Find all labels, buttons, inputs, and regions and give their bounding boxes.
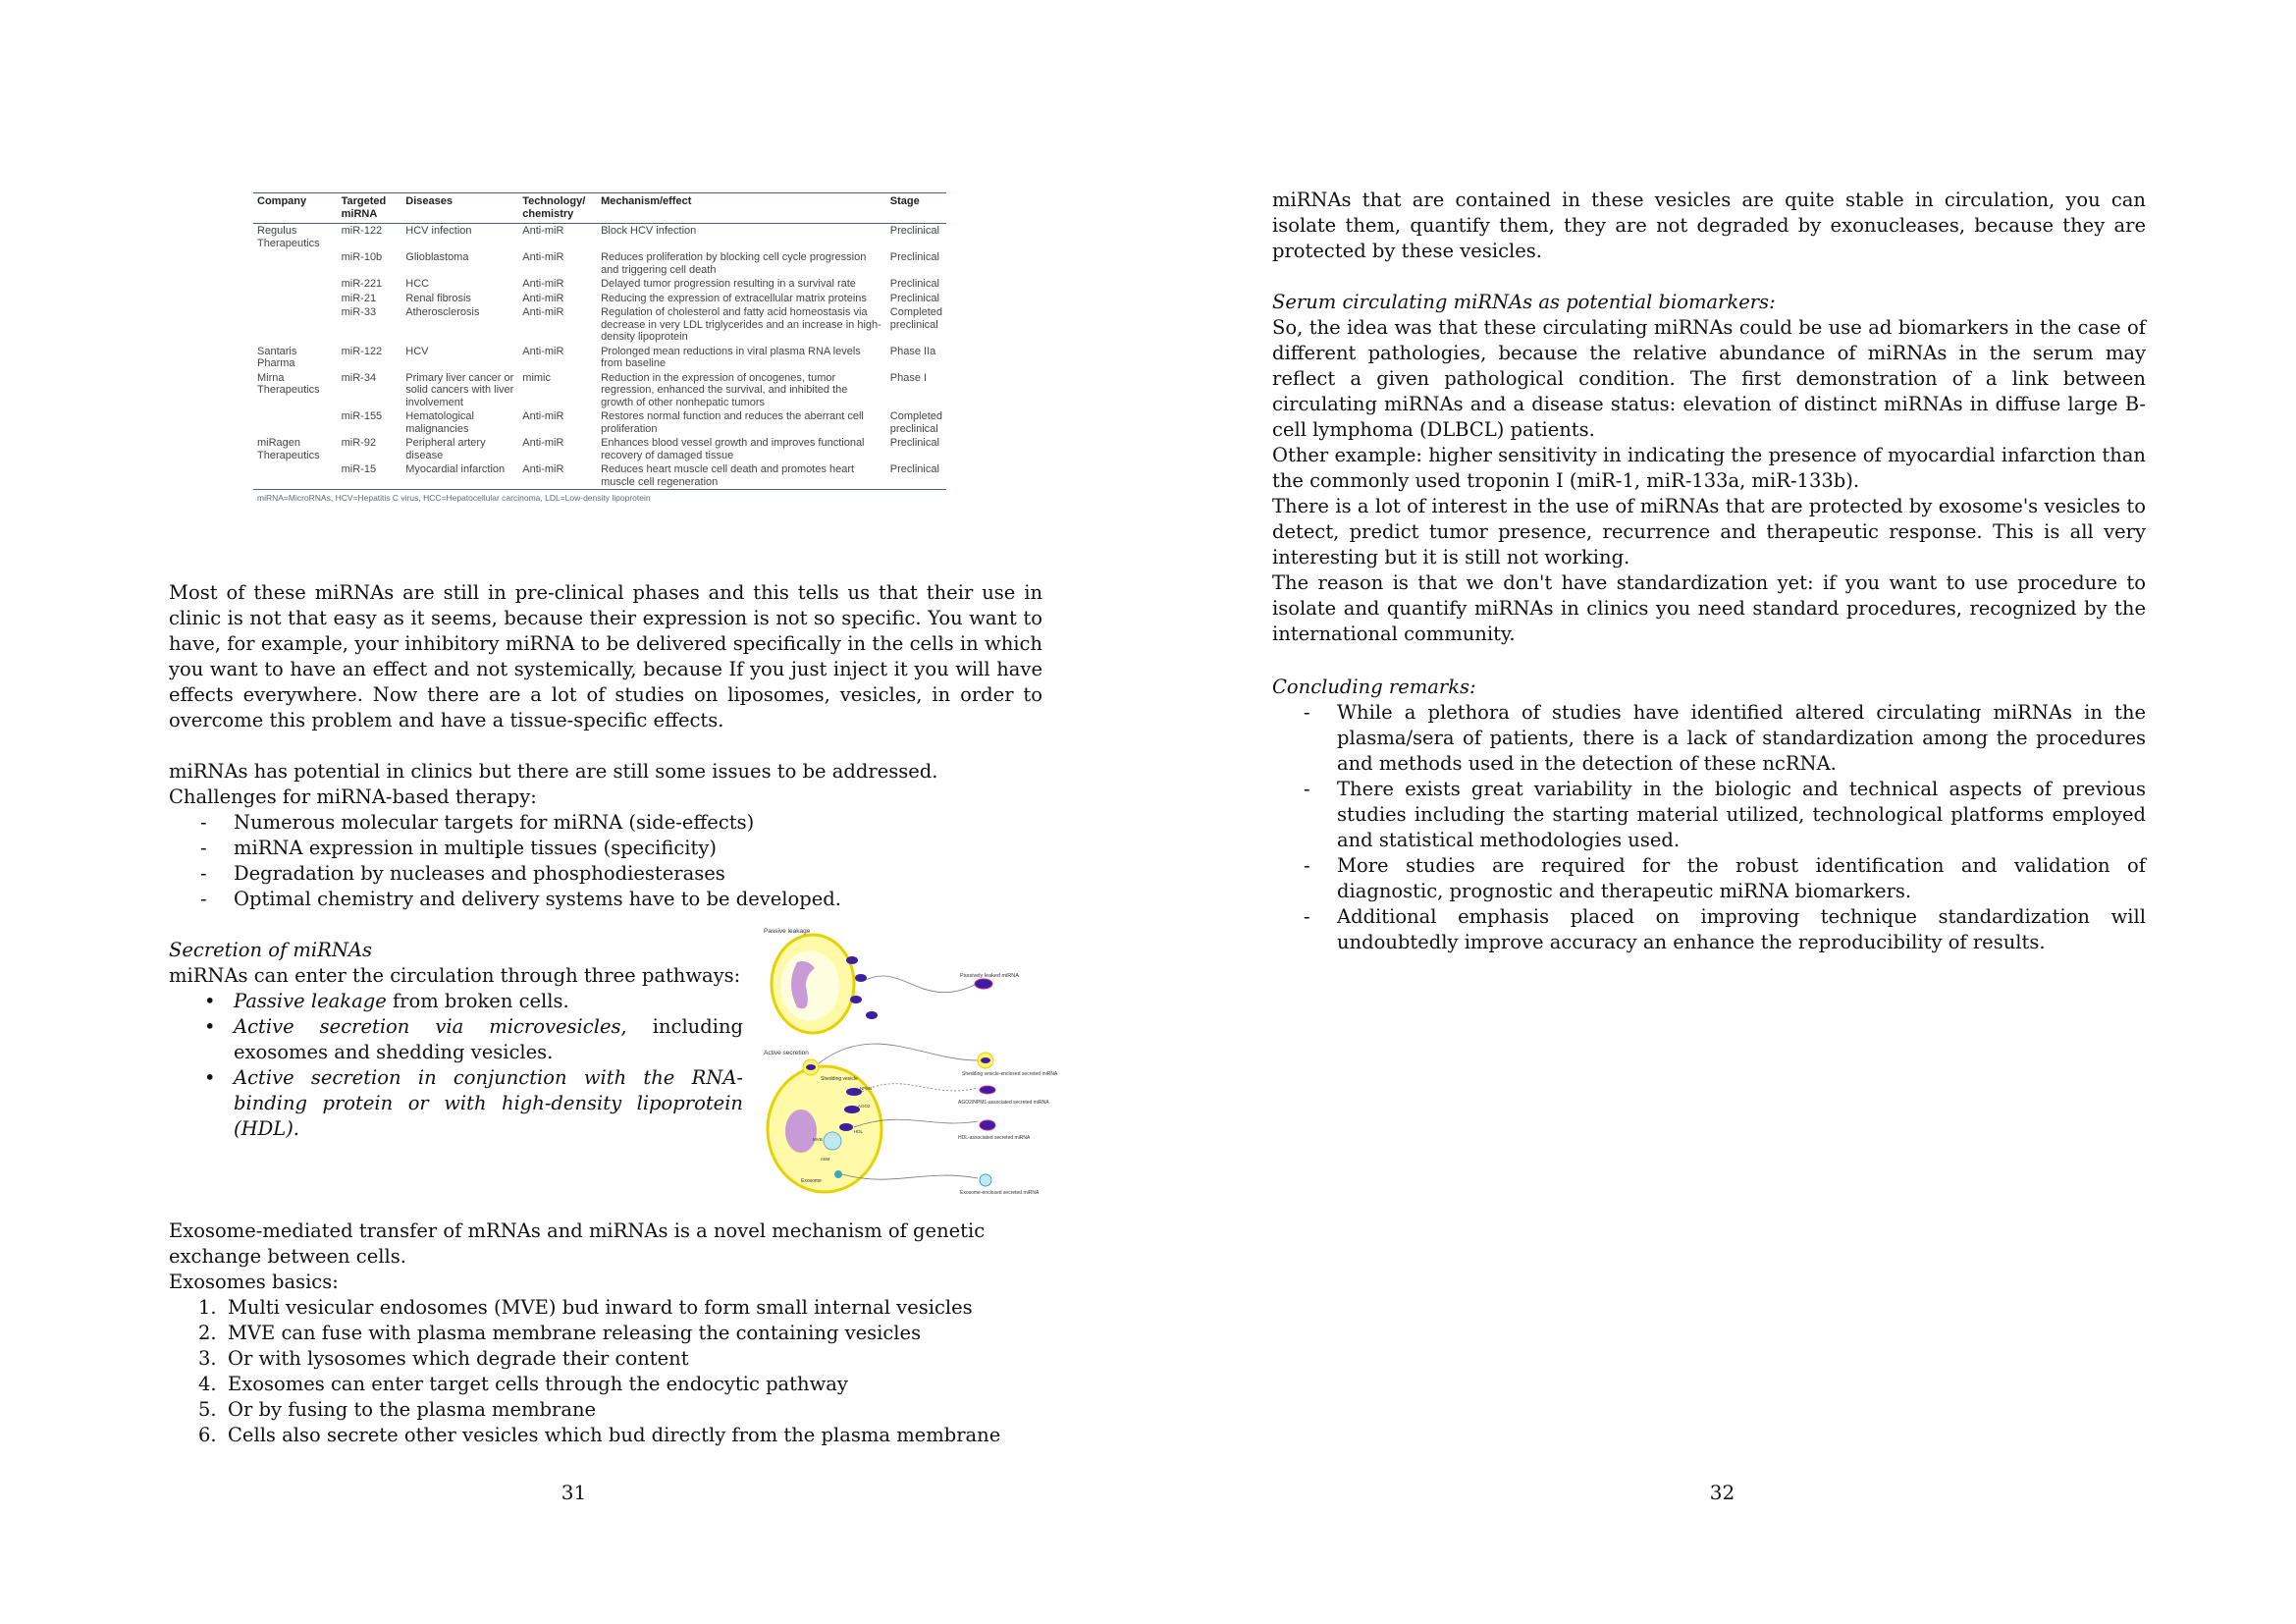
table-row (253, 409, 946, 436)
concluding-remarks-list (1272, 700, 2146, 955)
figure-nsm: nSM (821, 1157, 830, 1162)
table-cell: Preclinical (889, 437, 939, 449)
figure-active-label: Active secretion (764, 1050, 809, 1056)
table-cell: Reduction in the expression of oncogenes, tumor regression, enhanced the survival, and inhibited the growth of other nonhepatic tumors (601, 371, 848, 408)
table-row (253, 345, 946, 371)
exosome-section (169, 1218, 1042, 1448)
table-cell: Anti-miR (522, 225, 564, 237)
figure-passive-mirna: Passively leaked miRNA (960, 973, 1019, 979)
exosome-dot (834, 1170, 842, 1178)
col-company: Company (253, 193, 338, 224)
table-cell: Peripheral artery disease (405, 437, 486, 461)
table-row (253, 224, 946, 251)
exosome-basics-list (169, 1295, 1042, 1448)
list-item: 3. Or with lysosomes which degrade their content (198, 1347, 689, 1370)
table-cell: miRagen Therapeutics (257, 437, 320, 461)
paragraph-potential: miRNAs has potential in clinics but there are still some issues to be addressed. (169, 760, 938, 783)
table-row (253, 436, 946, 462)
paragraph-exosome-interest: There is a lot of interest in the use of miRNAs that are protected by exosome's vesicles to detect, predict tumor presence, recurrence and therapeutic response. This is all very interesting but it is still not working. (1272, 495, 2146, 568)
table-cell: miR-33 (341, 306, 377, 318)
col-technology: Technology/ chemistry (518, 193, 597, 224)
table-cell: Anti-miR (522, 278, 564, 290)
table-row (253, 292, 946, 306)
concluding-title: Concluding remarks: (1272, 676, 1476, 698)
table-cell: Regulation of cholesterol and fatty acid homeostasis via decrease in very LDL triglycerides and an increase in high-density lipoprotein (601, 306, 881, 343)
col-diseases: Diseases (401, 193, 518, 224)
list-item: 1. Multi vesicular endosomes (MVE) bud inward to form small internal vesicles (198, 1296, 973, 1319)
table-cell: Prolonged mean reductions in viral plasma RNA levels from baseline (601, 345, 861, 369)
table-cell: miR-155 (341, 410, 383, 422)
table-cell: Regulus Therapeutics (257, 225, 320, 249)
table-cell: HCV infection (405, 225, 472, 237)
table-cell (253, 250, 338, 277)
figure-passive-label: Passive leakage (764, 928, 811, 935)
table-row (253, 305, 946, 345)
serum-title: Serum circulating miRNAs as potential biomarkers: (1272, 291, 1776, 313)
paragraph-other-example: Other example: higher sensitivity in indicating the presence of myocardial infarction than the commonly used troponin I (miR-1, miR-133a, miR-133b). (1272, 444, 2146, 492)
table-cell: Renal fibrosis (405, 292, 471, 304)
cell-cytoplasm (780, 950, 839, 1021)
secretion-section (169, 938, 743, 1142)
table-cell: miR-122 (341, 225, 383, 237)
table-cell: Anti-miR (522, 345, 564, 357)
mirna-particle (806, 1064, 816, 1070)
list-item: - More studies are required for the robust identification and validation of diagnostic, prognostic and therapeutic miRNA biomarkers. (1272, 853, 2146, 904)
figure-mvb: MVB (813, 1137, 823, 1142)
table-cell: Restores normal function and reduces the aberrant cell proliferation (601, 410, 864, 435)
table-cell: Primary liver cancer or solid cancers with liver involvement (405, 371, 514, 408)
ago-mirna-icon (980, 1086, 995, 1094)
mvb (824, 1132, 841, 1150)
list-item: • Passive leakage from broken cells. (169, 989, 743, 1014)
list-item: 4. Exosomes can enter target cells through the endocytic pathway (198, 1373, 848, 1395)
paragraph-biomarkers: So, the idea was that these circulating miRNAs could be use ad biomarkers in the case of different pathologies, because the relative abundance of miRNAs in the serum may reflect a given pathological condition. The first demonstration of a link between circulating miRNAs and a disease status: elevation of distinct miRNAs in diffuse large B-cell lymphoma (DLBCL) patients. (1272, 316, 2146, 441)
col-mechanism: Mechanism/effect (597, 193, 886, 224)
table-cell: Anti-miR (522, 437, 564, 449)
page-32 (1148, 0, 2296, 1624)
mirna-particle (850, 996, 862, 1003)
table-cell: Delayed tumor progression resulting in a survival rate (601, 278, 856, 290)
table-cell: Preclinical (889, 463, 939, 475)
table-cell: Completed preclinical (889, 306, 942, 331)
table-cell: Block HCV infection (601, 225, 697, 237)
secretion-title: Secretion of miRNAs (169, 939, 372, 961)
table-cell: Completed preclinical (889, 410, 942, 435)
figure-ago-mirna: AGO2/NPM1-associated secreted miRNA (958, 1100, 1049, 1106)
table-cell: Reducing the expression of extracellular matrix proteins (601, 292, 867, 304)
mirna-particle (866, 1011, 878, 1019)
table-cell: Atherosclerosis (405, 306, 480, 318)
arrow (862, 1084, 978, 1092)
exosomes-basics-heading: Exosomes basics: (169, 1271, 339, 1293)
figure-npm1: NPM1 (860, 1086, 873, 1091)
table-cell (253, 292, 338, 306)
table-cell: Phase I (889, 371, 928, 384)
table-cell: Anti-miR (522, 251, 564, 263)
col-targeted-mirna: Targeted miRNA (338, 193, 402, 224)
table-cell: Preclinical (889, 225, 939, 237)
table-cell (253, 409, 338, 436)
page-number: 32 (1709, 1481, 1735, 1504)
list-item: - There exists great variability in the biologic and technical aspects of previous studies including the starting material utilized, technological platforms employed and statistical methodologies used. (1272, 777, 2146, 853)
hdl-particle (839, 1123, 853, 1131)
figure-exosome: Exosome (801, 1178, 822, 1184)
mirna-particle (981, 1057, 990, 1063)
table-row (253, 250, 946, 277)
page-number: 31 (561, 1481, 587, 1504)
right-content (1272, 188, 2146, 955)
table-cell: miR-92 (341, 437, 377, 449)
table-cell: Myocardial infarction (405, 463, 506, 475)
table-cell (253, 462, 338, 490)
table-cell: mimic (522, 371, 551, 384)
paragraph-clinical-phases: Most of these miRNAs are still in pre-clinical phases and this tells us that their use in clinic is not that easy as it seems, because their expression is not so specific. You want to have, for example, your inhibitory miRNA to be delivered specifically in the cells in which you want to have an effect and not systemically, because If you just inject it you will have effects everywhere. Now there are a lot of studies on liposomes, vesicles, in order to overcome this problem and have a tissue-specific effects. (169, 581, 1042, 731)
table-cell: Mirna Therapeutics (257, 371, 320, 396)
table-cell: Hematological malignancies (405, 410, 474, 435)
table-cell (253, 305, 338, 345)
list-item: - Numerous molecular targets for miRNA (side-effects) (169, 810, 1042, 836)
mirna-therapeutics-table (253, 192, 946, 506)
figure-hdl: HDL (854, 1129, 864, 1134)
list-item: - While a plethora of studies have identified altered circulating miRNAs in the plasma/sera of patients, there is a lack of standardization among the procedures and methods used in the detection of these ncRNA. (1272, 700, 2146, 777)
figure-exosome-mirna: Exosome-enclosed secreted miRNA (960, 1190, 1040, 1196)
table-cell (253, 277, 338, 292)
table-cell: Preclinical (889, 278, 939, 290)
table-cell: Phase IIa (889, 345, 936, 357)
table-cell: Reduces proliferation by blocking cell cycle progression and triggering cell death (601, 251, 867, 276)
table-row (253, 462, 946, 490)
table-cell: Anti-miR (522, 410, 564, 422)
list-item: - Additional emphasis placed on improving technique standardization will undoubtedly improve accuracy an enhance the reproducibility of results. (1272, 904, 2146, 955)
table-cell: miR-34 (341, 371, 377, 384)
secretion-intro: miRNAs can enter the circulation through three pathways: (169, 964, 741, 987)
challenges-heading: Challenges for miRNA-based therapy: (169, 785, 537, 808)
table-cell: Preclinical (889, 292, 939, 304)
table-cell: Anti-miR (522, 306, 564, 318)
paragraph-standardization: The reason is that we don't have standardization yet: if you want to use procedure to isolate and quantify miRNAs in clinics you need standard procedures, recognized by the international community. (1272, 571, 2146, 645)
table-cell: miR-21 (341, 292, 377, 304)
secretion-pathways-figure (756, 923, 1080, 1213)
list-item: - miRNA expression in multiple tissues (specificity) (169, 836, 1042, 861)
list-item: 2. MVE can fuse with plasma membrane releasing the containing vesicles (198, 1322, 922, 1344)
figure-ago2: AGO2 (858, 1104, 871, 1109)
table-cell: Reduces heart muscle cell death and promotes heart muscle cell regeneration (601, 463, 855, 488)
list-item: • Active secretion via microvesicles, including exosomes and shedding vesicles. (169, 1014, 743, 1065)
table-cell: miR-221 (341, 278, 383, 290)
table-cell: miR-122 (341, 345, 383, 357)
list-item: 5. Or by fusing to the plasma membrane (198, 1398, 597, 1421)
table-cell: Anti-miR (522, 292, 564, 304)
col-stage: Stage (886, 193, 946, 224)
mirna-particle (855, 974, 867, 982)
figure-hdl-mirna: HDL-associated secreted miRNA (958, 1135, 1031, 1141)
challenges-section (169, 759, 1042, 912)
arrow (819, 1044, 978, 1063)
paragraph-exosome-transfer: Exosome-mediated transfer of mRNAs and miRNAs is a novel mechanism of genetic exchange between cells. (169, 1219, 986, 1268)
exosome-mirna-icon (980, 1174, 991, 1186)
figure-shedding-vesicle: Shedding vesicle (821, 1076, 858, 1082)
mirna-particle (846, 956, 858, 964)
table-cell: Santaris Pharma (257, 345, 297, 369)
pathways-list (169, 989, 743, 1142)
challenges-list (169, 810, 1042, 912)
table-cell: Glioblastoma (405, 251, 469, 263)
list-item: 6. Cells also secrete other vesicles which bud directly from the plasma membrane (198, 1424, 1001, 1446)
list-item: - Degradation by nucleases and phosphodiesterases (169, 861, 1042, 887)
figure-shedding-mirna: Shedding vesicle-enclosed secreted miRNA (962, 1071, 1058, 1077)
table-cell: HCV (405, 345, 429, 357)
table-footnote: miRNA=MicroRNAs, HCV=Hepatitis C virus, HCC=Hepatocellular carcinoma, LDL=Low-density lipoprotein (253, 490, 946, 506)
list-item: • Active secretion in conjunction with the RNA-binding protein or with high-density lipoprotein (HDL). (169, 1065, 743, 1142)
table-cell: Preclinical (889, 251, 939, 263)
table-row (253, 371, 946, 410)
hdl-mirna-icon (980, 1120, 995, 1130)
table-cell: HCC (405, 278, 430, 290)
table-row (253, 277, 946, 292)
table-cell: Anti-miR (522, 463, 564, 475)
table-cell: miR-15 (341, 463, 377, 475)
table-cell: Enhances blood vessel growth and improves functional recovery of damaged tissue (601, 437, 865, 461)
list-item: - Optimal chemistry and delivery systems have to be developed. (169, 887, 1042, 912)
table-cell: miR-10b (341, 251, 383, 263)
passive-mirna-icon (975, 979, 992, 989)
paragraph-stability: miRNAs that are contained in these vesicles are quite stable in circulation, you can isolate them, quantify them, they are not degraded by exonucleases, because they are protected by these vesicles. (1272, 189, 2146, 262)
nucleus (785, 1110, 817, 1153)
